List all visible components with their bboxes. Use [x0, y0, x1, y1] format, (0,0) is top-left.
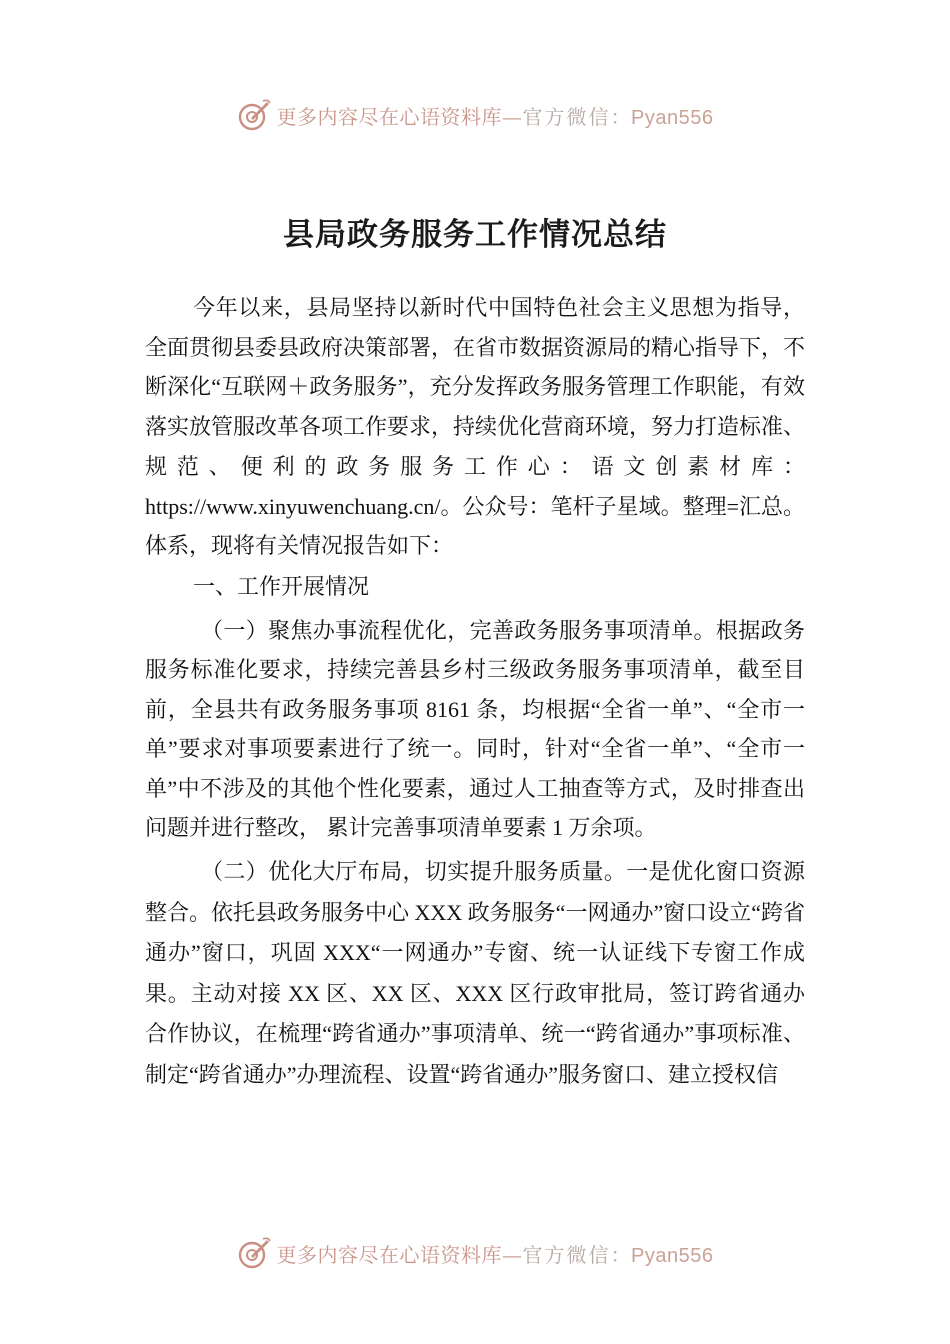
- section-2-paragraph: （二）优化大厅布局，切实提升服务质量。一是优化窗口资源整合。依托县政务服务中心 XXX 政务服务“一网通办”窗口设立“跨省通办”窗口，巩固 XXX“一网通办”专窗、统一认证线下专窗工作成果。主动对接 XX 区、XX 区、XXX 区行政审批局，签订跨省通办合作协议，在梳理“跨省通办”事项清单、统一“跨省通办”事项标准、制定“跨省通办”办理流程、设置“跨省通办”服务窗口、建立授权信: [145, 858, 805, 1087]
- document-title: 县局政务服务工作情况总结: [283, 216, 667, 253]
- watermark-text: 更多内容尽在心语资料库—官方微信：Pyan556: [276, 104, 714, 129]
- watermark-footer: [0, 1233, 950, 1273]
- section-heading: 一、工作开展情况: [193, 573, 370, 599]
- pen-logo-icon: [237, 98, 271, 132]
- intro-paragraph: 今年以来，县局坚持以新时代中国特色社会主义思想为指导，全面贯彻县委县政府决策部署，在省市数据资源局的精心指导下，不断深化“互联网＋政务服务”，充分发挥政务服务管理工作职能，有效落实放管服改革各项工作要求，持续优化营商环境，努力打造标准、规范、便利的政务服务工作心：语文创素材库：https://www.xinyuwenchuang.cn/。公众号：笔杆子星域。整理=汇总。体系，现将有关情况报告如下：: [145, 295, 806, 559]
- pen-logo-icon: [237, 1236, 271, 1270]
- watermark-header: [0, 95, 950, 135]
- watermark-text: 更多内容尽在心语资料库—官方微信：Pyan556: [276, 1242, 714, 1267]
- document-body: [145, 288, 805, 1095]
- section-1-paragraph: （一）聚焦办事流程优化，完善政务服务事项清单。根据政务服务标准化要求，持续完善县乡村三级政务服务事项清单，截至目前，全县共有政务服务事项 8161 条，均根据“全省一单”、“全市一单”要求对事项要素进行了统一。同时，针对“全省一单”、“全市一单”中不涉及的其他个性化要素，通过人工抽查等方式，及时排查出问题并进行整改， 累计完善事项清单要素 1 万余项。: [145, 617, 805, 841]
